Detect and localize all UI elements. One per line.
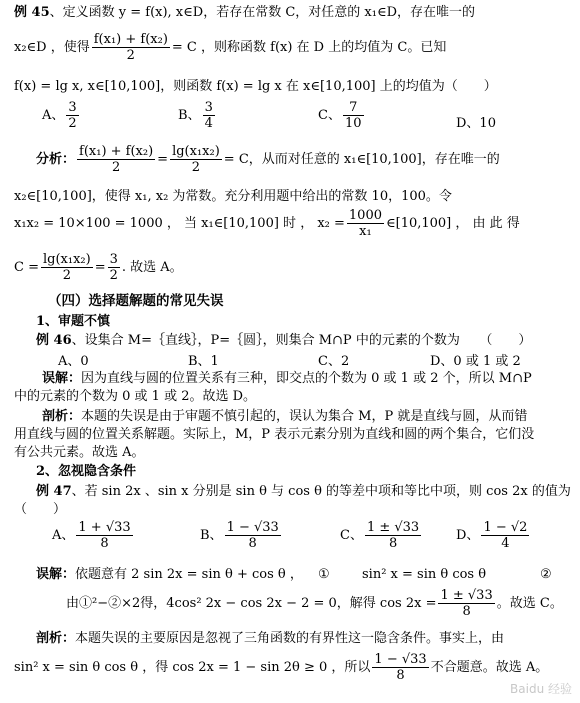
fraction-denominator: 10 xyxy=(344,116,362,131)
analysis-text1: = C，从而对任意的 x₁∈[10,100]，存在唯一的 xyxy=(223,152,500,167)
equals-sign: = xyxy=(157,152,169,167)
analysis45-line2: x₂∈[10,100]，使得 x₁, x₂ 为常数。充分利用题中给出的常数 10，100。令 xyxy=(14,189,452,204)
analysis-label: 剖析： xyxy=(36,631,76,646)
error-text: 因为直线与圆的位置关系有三种，即交点的个数为 0 或 1 或 2 个，所以 M∩P xyxy=(81,371,532,386)
fraction-numerator: f(x₁) + f(x₂) xyxy=(79,144,154,159)
error-text2a: 由①²−②×2得，4cos² 2x − cos 2x − 2 = 0，解得 cos 2x = xyxy=(66,596,437,611)
fraction-numerator: 1 − √33 xyxy=(226,520,279,535)
ex47-error-line1 xyxy=(36,566,303,584)
ex47-question-line2: （ ） xyxy=(14,502,67,517)
ex46-analysis-line3: 有公共元素。故选 A。 xyxy=(14,445,145,460)
analysis-fraction-3 xyxy=(347,208,384,239)
option-label: C、 xyxy=(318,108,341,123)
analysis-fraction-5 xyxy=(108,252,120,283)
ex46-analysis-line1 xyxy=(42,408,527,426)
fraction-denominator: 8 xyxy=(100,536,109,551)
fraction-denominator: 2 xyxy=(68,116,77,131)
error-label: 误解： xyxy=(36,567,76,582)
fraction-numerator: 1 ± √33 xyxy=(366,520,420,535)
analysis-fraction-2 xyxy=(170,144,222,175)
analysis-text2a: sin² x = sin θ cos θ ，得 cos 2x = 1 − sin 2θ ≥ 0 ，所以 xyxy=(14,660,371,675)
ex46-option-b[interactable]: B、1 xyxy=(188,354,219,369)
fraction-denominator: 2 xyxy=(109,268,118,283)
fraction-denominator: x₁ xyxy=(359,224,372,239)
ex45-label: 例 45 xyxy=(14,5,50,20)
ex47-error-eq2: sin² x = sin θ cos θ xyxy=(362,567,487,582)
ex46-option-d[interactable]: D、0 或 1 或 2 xyxy=(430,354,521,369)
error-fraction xyxy=(438,588,494,619)
fraction-numerator: lg(x₁x₂) xyxy=(42,252,91,267)
analysis-fraction-1 xyxy=(77,144,155,175)
fraction-denominator: 8 xyxy=(248,536,257,551)
ex47-label: 例 47 xyxy=(36,484,72,499)
analysis-text4a: C = xyxy=(14,260,39,275)
ex46-option-a[interactable]: A、0 xyxy=(58,354,89,369)
analysis-fraction-4 xyxy=(41,252,93,283)
option-fraction xyxy=(76,520,132,551)
option-fraction xyxy=(203,100,215,131)
fraction-denominator: 2 xyxy=(111,160,121,175)
ex47-option-c[interactable] xyxy=(340,520,423,551)
ex45-fraction xyxy=(92,32,170,63)
fraction-denominator: 8 xyxy=(396,668,405,683)
analysis-text4c: . 故选 A。 xyxy=(121,260,183,275)
option-fraction xyxy=(343,100,364,131)
analysis-text: 本题的失误是由于审题不慎引起的，误认为集合 M，P 就是直线与圆，从而错 xyxy=(81,409,528,424)
option-label: D、 xyxy=(456,528,480,543)
fraction-numerator: 1000 xyxy=(348,208,382,223)
ex46-question xyxy=(36,332,531,350)
fraction-numerator: 1 − √2 xyxy=(483,520,528,535)
ex45-line2 xyxy=(14,30,446,66)
error-label: 误解： xyxy=(42,371,82,386)
fraction-denominator: 4 xyxy=(501,536,510,551)
option-fraction xyxy=(225,520,281,551)
analysis-label: 分析： xyxy=(36,152,76,167)
analysis-fraction xyxy=(372,652,428,683)
analysis45-line4 xyxy=(14,250,183,286)
ex45-text1: 、定义函数 y = f(x), x∈D，若存在常数 C，对任意的 x₁∈D，存在唯一的 xyxy=(49,5,475,20)
option-fraction xyxy=(66,100,78,131)
ex45-option-a[interactable] xyxy=(42,100,81,131)
ex46-error-line2: 中的元素的个数为 0 或 1 或 2。故选 D。 xyxy=(14,389,257,404)
ex46-text: 、设集合 M=｛直线｝，P=｛圆｝，则集合 M∩P 中的元素的个数为 （ ） xyxy=(71,333,532,348)
option-label: A、 xyxy=(42,108,65,123)
fraction-numerator: 3 xyxy=(204,100,213,115)
fraction-numerator: 7 xyxy=(343,100,364,116)
option-label: A、 xyxy=(52,528,75,543)
analysis45-line1 xyxy=(36,142,500,178)
error-text2b: 。故选 C。 xyxy=(496,596,563,611)
ex45-line3: f(x) = lg x, x∈[10,100]，则函数 f(x) = lg x 在 x∈[10,100] 上的均值为（ ） xyxy=(14,79,497,94)
circle-1: ① xyxy=(318,567,330,582)
section-title: （四）选择题解题的常见失误 xyxy=(48,293,224,309)
option-label: C、 xyxy=(340,528,363,543)
ex47-option-b[interactable] xyxy=(200,520,283,551)
ex45-line1 xyxy=(14,4,475,22)
equals-sign: = xyxy=(94,260,106,275)
ex47-option-a[interactable] xyxy=(52,520,135,551)
subsection-2: 2、忽视隐含条件 xyxy=(36,464,137,479)
fraction-denominator: 2 xyxy=(62,268,71,283)
option-fraction xyxy=(365,520,421,551)
ex47-error-line2 xyxy=(66,586,563,622)
analysis-text2b: 不合题意。故选 A。 xyxy=(430,660,549,675)
fraction-denominator: 8 xyxy=(462,604,471,619)
analysis-text3b: ∈[10,100] ， 由 此 得 xyxy=(386,216,520,231)
analysis-text3a: x₁x₂ = 10×100 = 1000 ， 当 x₁∈[10,100] 时 ， x₂ = xyxy=(14,216,345,231)
ex47-option-d[interactable] xyxy=(456,520,531,551)
watermark: Baidu 经验 xyxy=(510,682,572,696)
ex46-label: 例 46 xyxy=(36,333,72,348)
fraction-denominator: 8 xyxy=(388,536,398,551)
ex47-analysis-line2 xyxy=(14,650,548,686)
circle-2: ② xyxy=(540,567,552,582)
ex47-analysis-line1 xyxy=(36,630,504,648)
analysis45-line3 xyxy=(14,206,520,242)
analysis-label: 剖析： xyxy=(42,409,82,424)
ex45-option-c[interactable] xyxy=(318,100,366,131)
fraction-denominator: 4 xyxy=(204,116,213,131)
ex47-question-line1 xyxy=(36,483,571,501)
ex46-error-line1 xyxy=(42,370,532,388)
fraction-numerator: 3 xyxy=(109,252,118,267)
analysis-text1: 本题失误的主要原因是忽视了三角函数的有界性这一隐含条件。事实上，由 xyxy=(75,631,505,646)
fraction-numerator: 1 − √33 xyxy=(374,652,427,667)
fraction-numerator: 3 xyxy=(68,100,77,115)
fraction-numerator: f(x₁) + f(x₂) xyxy=(93,32,168,47)
error-text1: 依题意有 2 sin 2x = sin θ + cos θ ， xyxy=(75,567,303,582)
ex46-analysis-line2: 用直线与圆的位置关系解题。实际上，M，P 表示元素分别为直线和圆的两个集合，它们没 xyxy=(14,427,535,442)
subsection-1: 1、审题不慎 xyxy=(36,314,111,329)
ex47-text: 、若 sin 2x 、sin x 分别是 sin θ 与 cos θ 的等差中项和等比中项，则 cos 2x 的值为 xyxy=(71,484,571,499)
ex46-option-c[interactable]: C、2 xyxy=(318,354,350,369)
ex45-text2a: x₂∈D ，使得 xyxy=(14,40,90,55)
ex45-text2b: = C ，则称函数 f(x) 在 D 上的均值为 C。已知 xyxy=(171,40,447,55)
option-fraction xyxy=(481,520,529,551)
fraction-numerator: 1 ± √33 xyxy=(440,588,493,603)
fraction-denominator: 2 xyxy=(126,48,135,63)
ex45-option-d[interactable]: D、10 xyxy=(456,116,496,131)
ex45-option-b[interactable] xyxy=(178,100,217,131)
fraction-numerator: 1 + √33 xyxy=(78,520,131,535)
option-label: B、 xyxy=(178,108,201,123)
fraction-denominator: 2 xyxy=(191,160,201,175)
option-label: B、 xyxy=(200,528,223,543)
fraction-numerator: lg(x₁x₂) xyxy=(172,144,220,159)
